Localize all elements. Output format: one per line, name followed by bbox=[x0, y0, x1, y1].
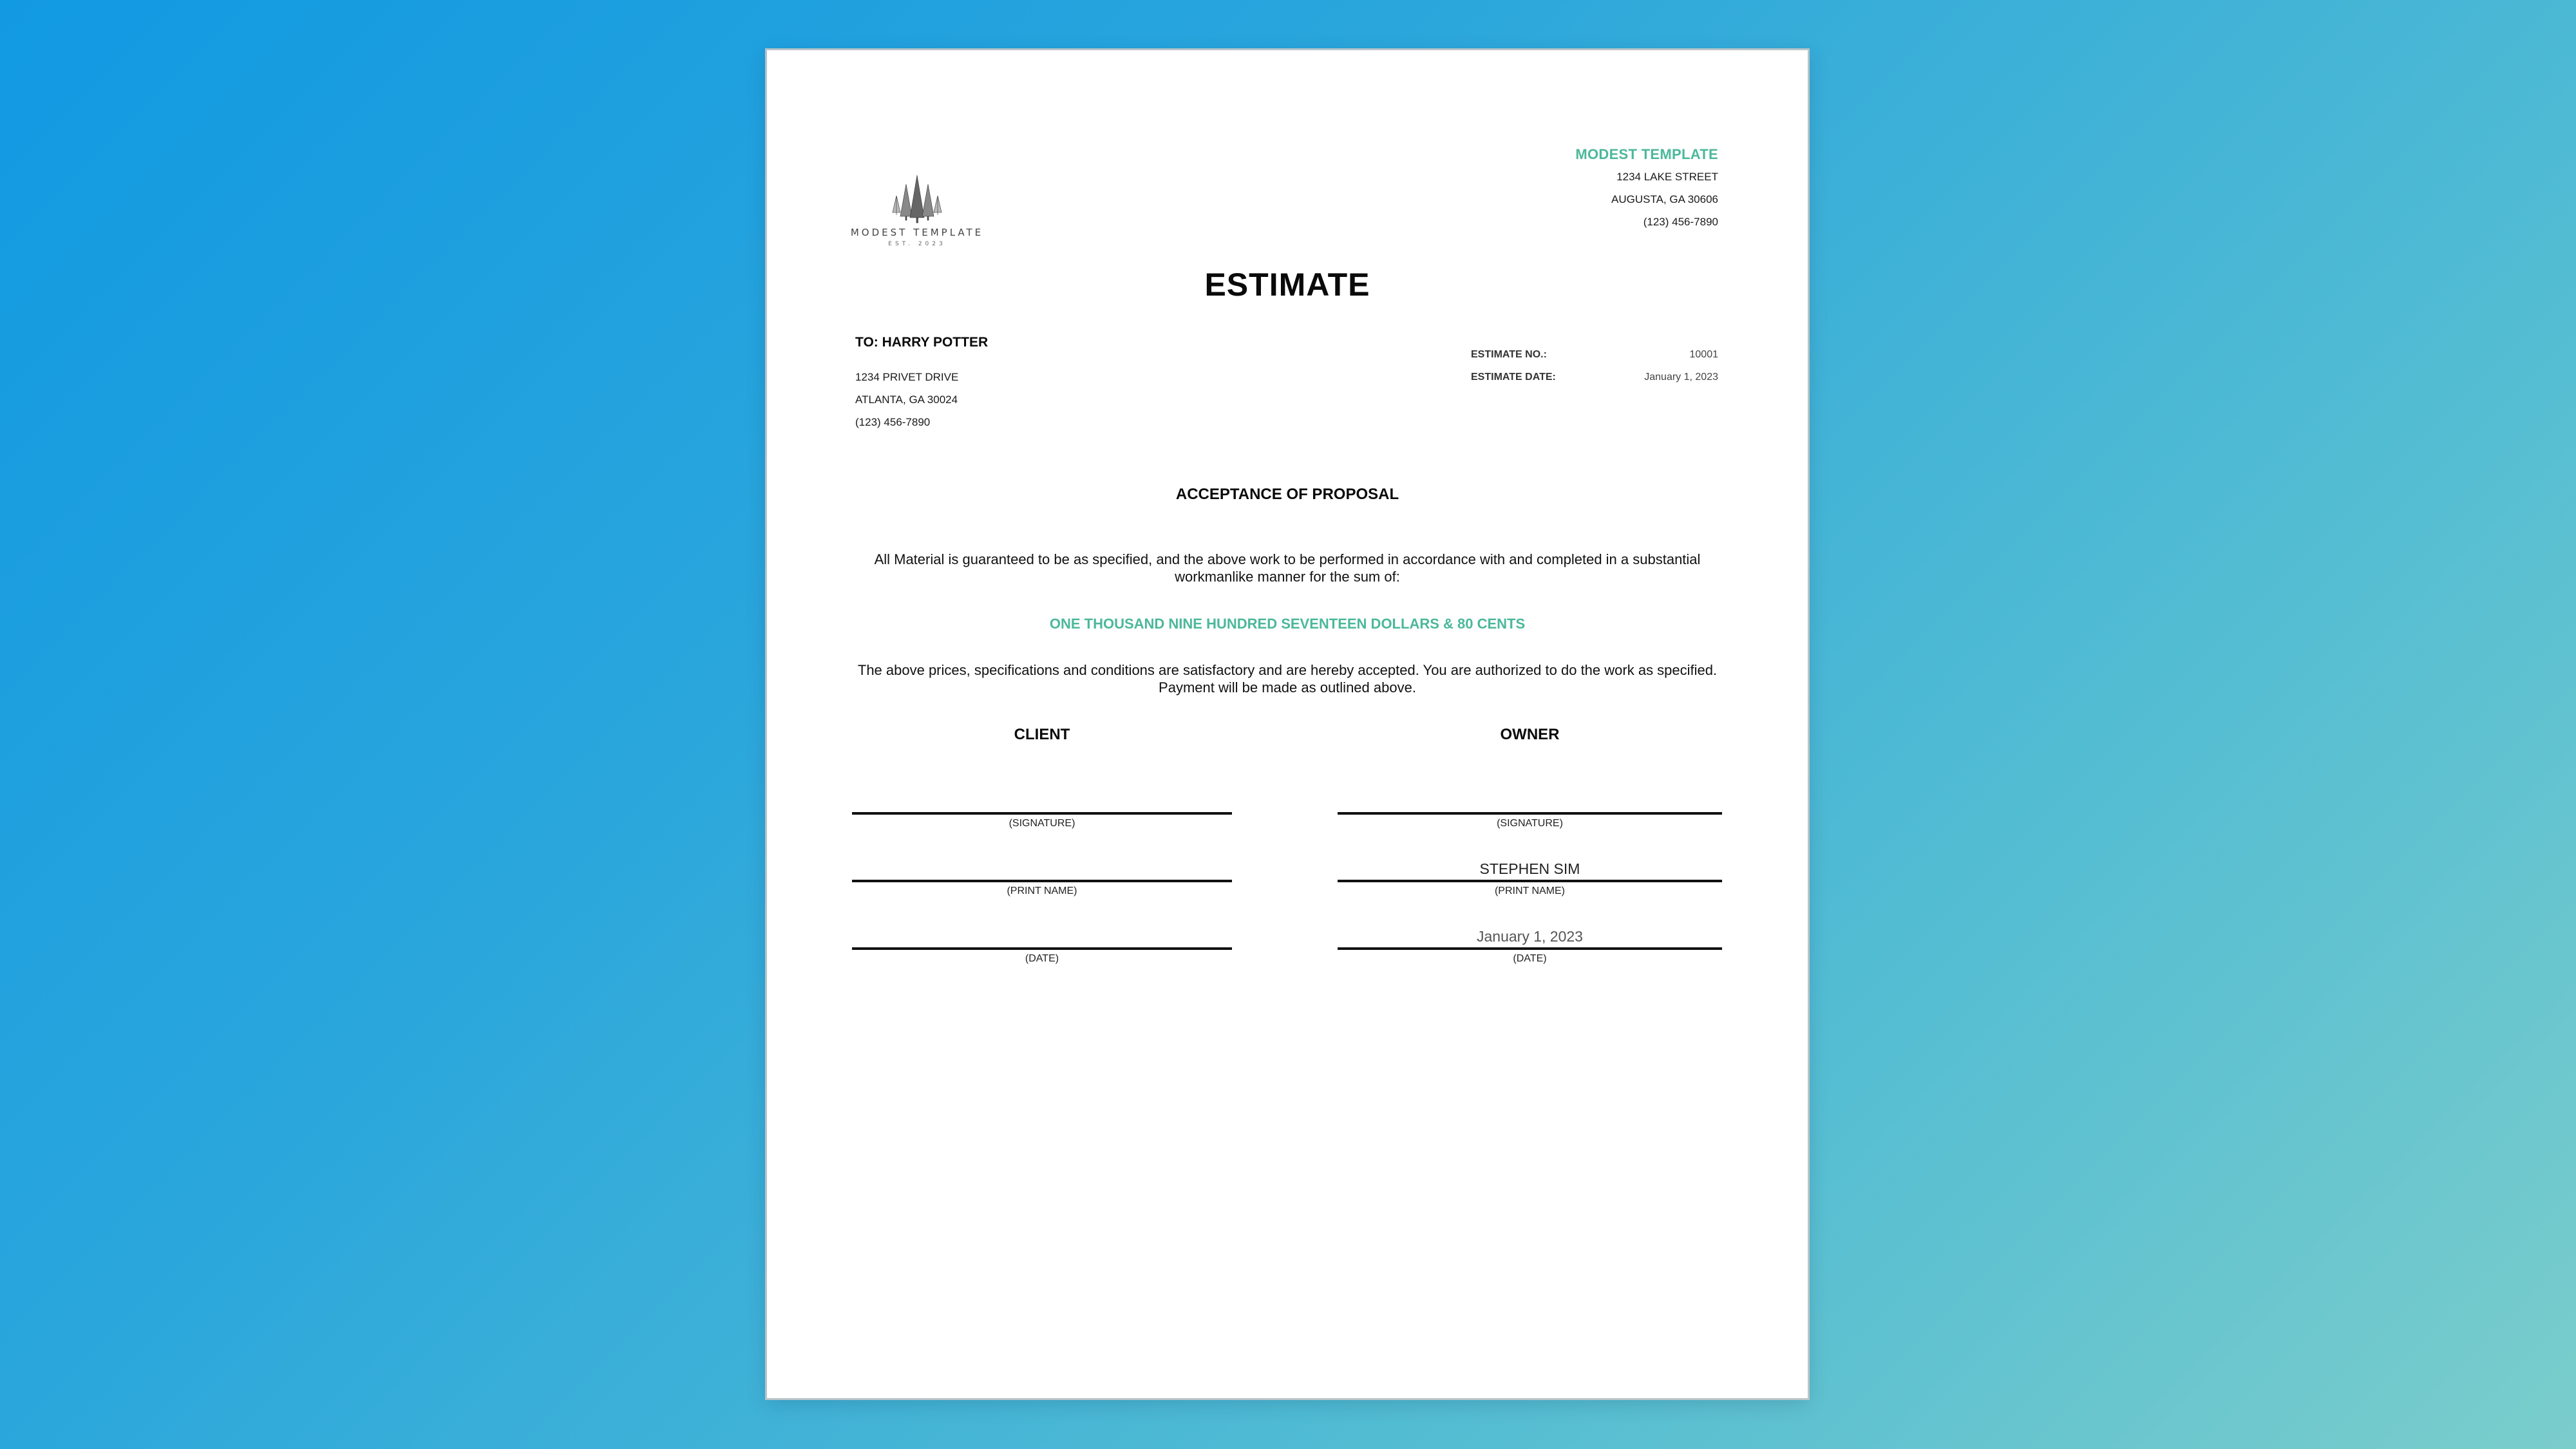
company-logo bbox=[849, 173, 985, 247]
client-date-value[interactable] bbox=[852, 925, 1232, 947]
logo-wordmark: MODEST TEMPLATE bbox=[850, 227, 984, 238]
document-title: ESTIMATE bbox=[1204, 267, 1370, 303]
company-phone: (123) 456-7890 bbox=[1643, 216, 1718, 228]
bill-to-address-line2: ATLANTA, GA 30024 bbox=[855, 393, 958, 406]
owner-heading: OWNER bbox=[1500, 726, 1560, 743]
owner-signature-field[interactable] bbox=[1338, 790, 1722, 858]
estimate-number-row bbox=[1471, 343, 1718, 366]
estimate-meta bbox=[1471, 343, 1718, 388]
client-signature-field[interactable] bbox=[852, 790, 1232, 858]
client-print-name-caption: (PRINT NAME) bbox=[1007, 886, 1077, 896]
pine-trees-icon bbox=[885, 173, 949, 224]
client-print-name-field[interactable] bbox=[852, 858, 1232, 925]
estimate-date-value: January 1, 2023 bbox=[1644, 372, 1718, 383]
estimate-date-label: ESTIMATE DATE: bbox=[1471, 372, 1556, 383]
owner-print-name-caption: (PRINT NAME) bbox=[1494, 886, 1566, 896]
logo-established: EST. 2023 bbox=[888, 241, 946, 247]
guarantee-paragraph: All Material is guaranteed to be as specified, and the above work to be performed in accordance with and completed in a substantial workmanlike manner for the sum of: bbox=[874, 551, 1701, 585]
bill-to-address-line1: 1234 PRIVET DRIVE bbox=[855, 371, 959, 383]
bill-to-name: TO: HARRY POTTER bbox=[855, 335, 989, 350]
acceptance-heading: ACCEPTANCE OF PROPOSAL bbox=[1175, 486, 1399, 503]
company-address-line2: AUGUSTA, GA 30606 bbox=[1611, 193, 1718, 205]
estimate-document-page bbox=[767, 50, 1808, 1398]
amount-in-words: ONE THOUSAND NINE HUNDRED SEVENTEEN DOLLARS & 80 CENTS bbox=[1049, 616, 1526, 632]
owner-print-name-field[interactable] bbox=[1338, 858, 1722, 925]
owner-date-value[interactable]: January 1, 2023 bbox=[1477, 928, 1583, 945]
client-signature-value[interactable] bbox=[852, 790, 1232, 812]
estimate-number-value: 10001 bbox=[1689, 349, 1718, 360]
client-heading: CLIENT bbox=[1014, 726, 1070, 743]
client-signature-caption: (SIGNATURE) bbox=[1009, 818, 1075, 829]
owner-date-field[interactable] bbox=[1338, 925, 1722, 993]
client-print-name-value[interactable] bbox=[852, 858, 1232, 880]
company-name: MODEST TEMPLATE bbox=[1575, 146, 1718, 162]
estimate-date-row bbox=[1471, 366, 1718, 388]
owner-date-caption: (DATE) bbox=[1513, 953, 1547, 964]
client-date-caption: (DATE) bbox=[1025, 953, 1059, 964]
company-address-line1: 1234 LAKE STREET bbox=[1616, 171, 1718, 183]
owner-signature-value[interactable] bbox=[1338, 790, 1722, 812]
estimate-number-label: ESTIMATE NO.: bbox=[1471, 349, 1547, 360]
client-signature-column bbox=[852, 725, 1232, 993]
company-info bbox=[1575, 144, 1718, 233]
client-date-field[interactable] bbox=[852, 925, 1232, 993]
bill-to-block bbox=[855, 332, 988, 433]
owner-signature-column bbox=[1338, 725, 1722, 993]
bill-to-phone: (123) 456-7890 bbox=[855, 416, 931, 428]
owner-print-name-value[interactable]: STEPHEN SIM bbox=[1479, 860, 1580, 877]
acceptance-paragraph: The above prices, specifications and conditions are satisfactory and are hereby accepted. You are authorized to do the work as specified. Payment will be made as outlined above. bbox=[857, 662, 1718, 696]
owner-signature-caption: (SIGNATURE) bbox=[1497, 818, 1563, 829]
